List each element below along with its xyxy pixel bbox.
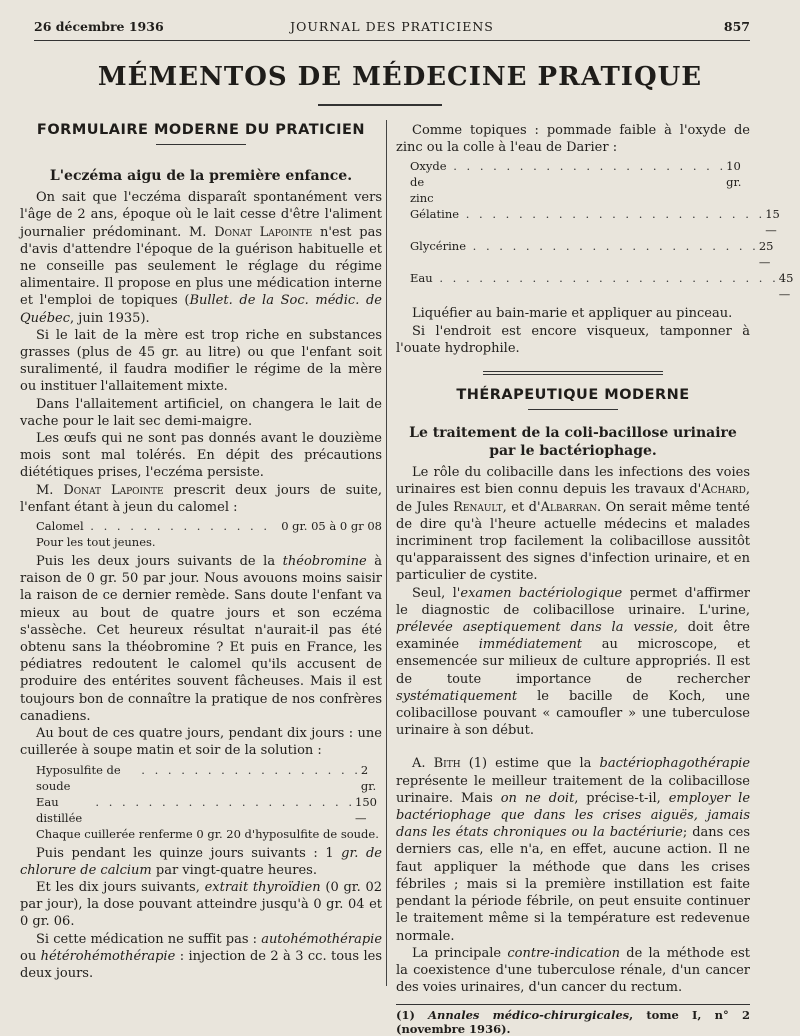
paragraph: Si cette médication ne suffit pas : autohémothérapie ou hétérohémothérapie : injection de 2 à 3 cc. tous les deux jours.	[20, 931, 383, 981]
author-name: Donat Lapointe	[63, 482, 164, 498]
paragraph: Puis pendant les quinze jours suivants : 1 gr. de chlorure de calcium par vingt-quatre heures.	[20, 845, 382, 878]
paragraph: Si le lait de la mère est trop riche en substances grasses (plus de 45 gr. au litre) ou que l'enfant soit suralimenté, il faudra modifier le régime de la mère ou instituer l'allaitement mixte.	[20, 327, 382, 395]
article-title-eczema: L'eczéma aigu de la première enfance.	[49, 168, 353, 185]
paragraph: Liquéfier au bain-marie et appliquer au pinceau.	[412, 306, 733, 322]
title-rule	[318, 104, 442, 106]
paragraph: Au bout de ces quatre jours, pendant dix jours : une cuillerée à soupe matin et soir de la solution :	[20, 726, 382, 759]
section-title-therapeutique: THÉRAPEUTIQUE MODERNE	[456, 387, 690, 404]
paragraph: M. Donat Lapointe prescrit deux jours de suite, l'enfant étant à jeun du calomel :	[20, 482, 382, 515]
paragraph: Si l'endroit est encore visqueux, tamponner à l'ouate hydrophile.	[396, 323, 750, 356]
prescription-topique: Oxyde de zinc . . . . . . . . . . . . . . . . . . . . . 10 gr. Gélatine . . . . . . . . . . . . . . . . . . . . . . . 15 — Glycérine . . . . . . . . . . . . . . . . . . . . . . 25 — Eau . . . . . . . . . . . . . . . . . . . . . . . . . . 45 —	[410, 159, 794, 302]
paragraph: A. Bith (1) estime que la bactériophagothérapie représente le meilleur traitement de la colibacillose urinaire. Mais on ne doit, précise-t-il, employer le bactériophage que dans les crises aiguës, jamais dans les états chroniques ou la bactériurie; dans ces derniers cas, elle n'a, en effet, aucune action. Il ne faut appliquer la méthode que dans les crises fébriles ; mais si la première instillation est faite pendant la période fébrile, on peut ensuite continuer le traitement même si la température est redevenue normale.	[396, 756, 751, 944]
header-journal-name: JOURNAL DES PRATICIENS	[290, 19, 494, 34]
article-title-colibacillose: Le traitement de la coli-bacillose urinaire par le bactériophage.	[409, 425, 737, 460]
page-main-title: MÉMENTOS DE MÉDECINE PRATIQUE	[97, 62, 703, 92]
paragraph: Les œufs qui ne sont pas donnés avant le douzième mois sont mal tolérés. En dépit des précautions diététiques prises, l'eczéma persiste.	[20, 431, 382, 481]
footnote-rule	[396, 1004, 750, 1005]
prescription-calomel: Calomel . . . . . . . . . . . . . . 0 gr. 05 à 0 gr 08 Pour les tout jeunes.	[36, 519, 382, 550]
column-divider	[386, 120, 387, 986]
paragraph: Comme topiques : pommade faible à l'oxyde de zinc ou la colle à l'eau de Darier :	[396, 123, 750, 156]
paragraph: Le rôle du colibacille dans les infections des voies urinaires est bien connu depuis les travaux d'Achard, de Jules Renault, et d'Albarran. On serait même tenté de dire qu'à l'heure actuelle médecins et malades incriminent trop facilement la colibacillose aussitôt qu'apparaissent des signes d'infection urinaire, et en particulier de cystite.	[396, 465, 751, 584]
author-name: Donat Lapointe	[214, 224, 313, 240]
prescription-hyposulfite: Hyposulfite de soude . . . . . . . . . . . . . . . . . 2 gr. Eau distillée . . . . . . . . . . . . . . . . . . . . 150 — Chaque cuillerée renferme 0 gr. 20 d'hyposulfite de soude.	[36, 762, 379, 841]
running-header	[34, 16, 750, 41]
paragraph: Puis les deux jours suivants de la théobromine à raison de 0 gr. 50 par jour. Nous avouons moins saisir la raison de ce dernier remède. Sans doute l'enfant va mieux au bout de quatre jours et son eczéma s'assèche. Cet heureux résultat n'aurait-il pas été obtenu sans la théobromine ? Et puis en France, les pédiatres redoutent le calomel qu'ils accusent de produire des entérites souvent fâcheuses. Mais il est toujours bon de connaître la pratique de nos confrères canadiens.	[20, 554, 383, 724]
paragraph: Seul, l'examen bactériologique permet d'affirmer le diagnostic de colibacillose urinaire. L'urine, prélevée aseptiquement dans la vessie, doit être examinée immédiatement au microscope, et ensemencée sur milieux de culture appropriés. Il est de toute importance de rechercher systématiquement le bacille de Koch, une colibacillose pouvant « camoufler » une tuberculose urinaire à son début.	[396, 585, 750, 739]
paragraph: La principale contre-indication de la méthode est la coexistence d'une tuberculose rénale, d'un cancer des voies urinaires, d'un cancer du rectum.	[396, 945, 750, 996]
header-date: 26 décembre 1936	[34, 19, 164, 34]
paragraph: Et les dix jours suivants, extrait thyroïdien (0 gr. 02 par jour), la dose pouvant atteindre jusqu'à 0 gr. 04 et 0 gr. 06.	[20, 879, 382, 930]
right-column	[396, 122, 794, 1036]
paragraph: On sait que l'eczéma disparaît spontanément vers l'âge de 2 ans, époque où le lait cesse d'être l'aliment journalier prédominant. M. Donat Lapointe n'est pas d'avis d'attendre l'époque de la guérison habituelle et ne conseille pas seulement le réglage du régime alimentaire. Il propose en plus une médication interne et l'emploi de topiques (Bullet. de la Soc. médic. de Québec, juin 1935).	[20, 190, 383, 326]
left-column	[20, 122, 382, 982]
footnote: (1) Annales médico-chirurgicales, tome I, n° 2 (novembre 1936).	[396, 1008, 750, 1036]
section-title-formulaire: FORMULAIRE MODERNE DU PRATICIEN	[36, 122, 366, 138]
header-page-number: 857	[723, 19, 750, 34]
paragraph: Dans l'allaitement artificiel, on changera le lait de vache pour le lait sec demi-maigre.	[20, 396, 382, 429]
